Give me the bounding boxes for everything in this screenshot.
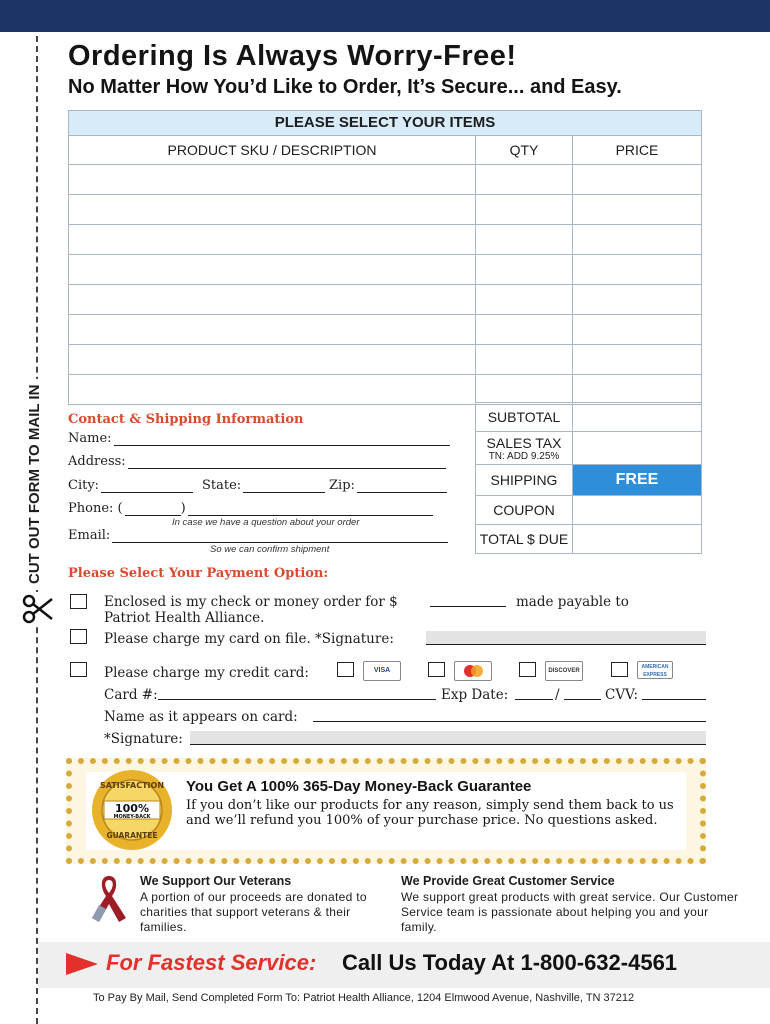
- coupon-field[interactable]: [573, 496, 701, 524]
- column-qty: QTY: [476, 136, 573, 164]
- address-field[interactable]: [68, 454, 446, 469]
- price-cell[interactable]: [573, 285, 701, 314]
- phone-input-line[interactable]: [188, 502, 433, 516]
- visa-checkbox[interactable]: [337, 662, 354, 677]
- column-price: PRICE: [615, 142, 659, 158]
- sales-tax-row: [476, 432, 701, 465]
- payment-heading: Please Select Your Payment Option:: [68, 566, 329, 581]
- qty-cell[interactable]: [476, 285, 573, 314]
- signature-line[interactable]: [190, 731, 706, 745]
- address-input-line[interactable]: [128, 455, 446, 469]
- phone-field[interactable]: [68, 501, 433, 516]
- seal-top-text: SATISFACTION: [99, 781, 165, 790]
- coupon-row: [476, 496, 701, 525]
- qty-cell[interactable]: [476, 255, 573, 284]
- page-subtitle: No Matter How You’d Like to Order, It’s Secure... and Easy.: [68, 76, 622, 98]
- tax-note: TN: ADD 9.25%: [488, 451, 560, 462]
- discover-logo-icon: DISCOVER: [545, 661, 583, 681]
- subtotal-row: [476, 403, 701, 432]
- email-field[interactable]: [68, 528, 448, 543]
- address-label: Address:: [68, 454, 126, 469]
- sales-tax-label: [476, 432, 573, 464]
- price-cell[interactable]: [573, 375, 701, 404]
- credit-card-text: Please charge my credit card:: [104, 665, 309, 681]
- email-label: Email:: [68, 528, 111, 543]
- check-payment-checkbox[interactable]: [70, 594, 87, 609]
- exp-month-line[interactable]: [515, 699, 553, 700]
- mail-address-text: To Pay By Mail, Send Completed Form To: Patriot Health Alliance, 1204 Elmwood Avenue, Nashville, TN 37212: [93, 992, 635, 1004]
- veterans-title: We Support Our Veterans: [140, 874, 292, 888]
- top-band: [0, 0, 770, 32]
- seal-percent-text: 100%: [115, 802, 149, 815]
- total-due-label: TOTAL $ DUE: [476, 525, 573, 553]
- item-row[interactable]: [69, 255, 701, 285]
- guarantee-text: If you don’t like our products for any reason, simply send them back to us and we’ll refund you 100% of your purchase price. No questions asked.: [186, 798, 674, 828]
- product-cell[interactable]: [69, 195, 476, 224]
- cut-label: CUT OUT FORM TO MAIL IN: [26, 379, 43, 590]
- amex-logo-icon: AMERICAN EXPRESS: [637, 661, 673, 679]
- service-text: We support great products with great service. Our Customer Service team is passionate about helping you and your family.: [401, 890, 739, 934]
- price-cell[interactable]: [573, 315, 701, 344]
- city-label: City:: [68, 478, 100, 493]
- card-on-file-signature-line[interactable]: [426, 631, 706, 645]
- guarantee-panel: [66, 758, 706, 864]
- card-number-line[interactable]: [158, 699, 436, 700]
- check-amount-line[interactable]: [430, 606, 506, 607]
- price-cell[interactable]: [573, 195, 701, 224]
- coupon-label: COUPON: [476, 496, 573, 524]
- name-on-card-label: Name as it appears on card:: [104, 709, 298, 725]
- check-payment-text: Enclosed is my check or money order for $: [104, 594, 398, 610]
- qty-cell[interactable]: [476, 345, 573, 374]
- product-cell[interactable]: [69, 375, 476, 404]
- name-on-card-line[interactable]: [313, 721, 706, 722]
- cvv-line[interactable]: [642, 699, 706, 700]
- state-input-line[interactable]: [243, 479, 325, 493]
- veterans-ribbon-icon: [86, 872, 132, 924]
- subtotal-field[interactable]: [573, 403, 701, 431]
- zip-field[interactable]: [329, 478, 447, 493]
- qty-cell[interactable]: [476, 375, 573, 404]
- phone-close-paren: ): [180, 501, 186, 516]
- total-due-row: [476, 525, 701, 553]
- guarantee-title: You Get A 100% 365-Day Money-Back Guarantee: [186, 778, 532, 795]
- item-row[interactable]: [69, 165, 701, 195]
- seal-money-back-text: MONEY-BACK: [113, 814, 151, 820]
- shipping-row: [476, 465, 701, 496]
- phone-hint: In case we have a question about your order: [172, 517, 360, 528]
- shipping-label: SHIPPING: [476, 465, 573, 495]
- mastercard-logo-icon: [454, 661, 492, 681]
- product-cell[interactable]: [69, 225, 476, 254]
- email-hint: So we can confirm shipment: [210, 544, 330, 555]
- name-input-line[interactable]: [114, 432, 450, 446]
- state-field[interactable]: [202, 478, 325, 493]
- veterans-text: A portion of our proceeds are donated to charities that support veterans & their families.: [140, 890, 367, 934]
- email-input-line[interactable]: [112, 529, 448, 543]
- price-cell[interactable]: [573, 255, 701, 284]
- cvv-label: CVV:: [605, 687, 639, 703]
- item-row[interactable]: [69, 375, 701, 404]
- amex-checkbox[interactable]: [611, 662, 628, 677]
- card-on-file-text: Please charge my card on file. *Signature:: [104, 631, 394, 647]
- card-on-file-checkbox[interactable]: [70, 629, 87, 644]
- item-row[interactable]: [69, 225, 701, 255]
- qty-cell[interactable]: [476, 315, 573, 344]
- fastest-service-text: For Fastest Service:: [106, 950, 317, 975]
- area-code-line[interactable]: [125, 502, 181, 516]
- totals-table: [475, 402, 702, 554]
- product-cell[interactable]: [69, 315, 476, 344]
- sales-tax-field[interactable]: [573, 432, 701, 464]
- items-table: [68, 110, 702, 405]
- item-row[interactable]: [69, 285, 701, 315]
- column-product: PRODUCT SKU / DESCRIPTION: [69, 136, 476, 164]
- credit-card-checkbox[interactable]: [70, 662, 87, 677]
- state-label: State:: [202, 478, 242, 493]
- check-payable-text: made payable to: [516, 594, 629, 610]
- name-field[interactable]: [68, 431, 450, 446]
- call-phone-text[interactable]: Call Us Today At 1-800-632-4561: [342, 950, 678, 975]
- price-cell[interactable]: [573, 225, 701, 254]
- check-payee-text: Patriot Health Alliance.: [104, 610, 265, 626]
- money-back-seal-icon: [90, 768, 174, 852]
- scissors-icon: [20, 592, 54, 626]
- signature-label: *Signature:: [104, 731, 183, 747]
- price-cell[interactable]: [573, 165, 701, 194]
- qty-cell[interactable]: [476, 195, 573, 224]
- city-field[interactable]: [68, 478, 193, 493]
- name-label: Name:: [68, 431, 112, 446]
- exp-date-separator: /: [555, 687, 560, 703]
- items-table-header: PLEASE SELECT YOUR ITEMS: [69, 111, 701, 136]
- price-cell[interactable]: [573, 345, 701, 374]
- product-cell[interactable]: [69, 285, 476, 314]
- page-title: Ordering Is Always Worry-Free!: [68, 40, 517, 72]
- items-column-headers: [69, 136, 701, 165]
- city-input-line[interactable]: [101, 479, 193, 493]
- service-title: We Provide Great Customer Service: [401, 874, 615, 888]
- item-row[interactable]: [69, 345, 701, 375]
- phone-label: Phone: (: [68, 501, 123, 516]
- item-row[interactable]: [69, 315, 701, 345]
- qty-cell[interactable]: [476, 225, 573, 254]
- card-number-label: Card #:: [104, 687, 158, 703]
- subtotal-label: SUBTOTAL: [476, 403, 573, 431]
- exp-year-line[interactable]: [564, 699, 601, 700]
- visa-logo-icon: VISA: [363, 661, 401, 681]
- zip-input-line[interactable]: [357, 479, 447, 493]
- qty-cell[interactable]: [476, 165, 573, 194]
- item-row[interactable]: [69, 195, 701, 225]
- exp-date-label: Exp Date:: [441, 687, 509, 703]
- product-cell[interactable]: [69, 345, 476, 374]
- arrow-icon: [66, 953, 98, 975]
- sales-tax-text: SALES TAX: [486, 435, 562, 451]
- shipping-free-badge: FREE: [573, 465, 701, 495]
- contact-heading: Contact & Shipping Information: [68, 412, 304, 427]
- product-cell[interactable]: [69, 255, 476, 284]
- mastercard-checkbox[interactable]: [428, 662, 445, 677]
- total-due-field[interactable]: [573, 525, 701, 553]
- seal-bottom-text: GUARANTEE: [106, 831, 158, 840]
- product-cell[interactable]: [69, 165, 476, 194]
- discover-checkbox[interactable]: [519, 662, 536, 677]
- zip-label: Zip:: [329, 478, 355, 493]
